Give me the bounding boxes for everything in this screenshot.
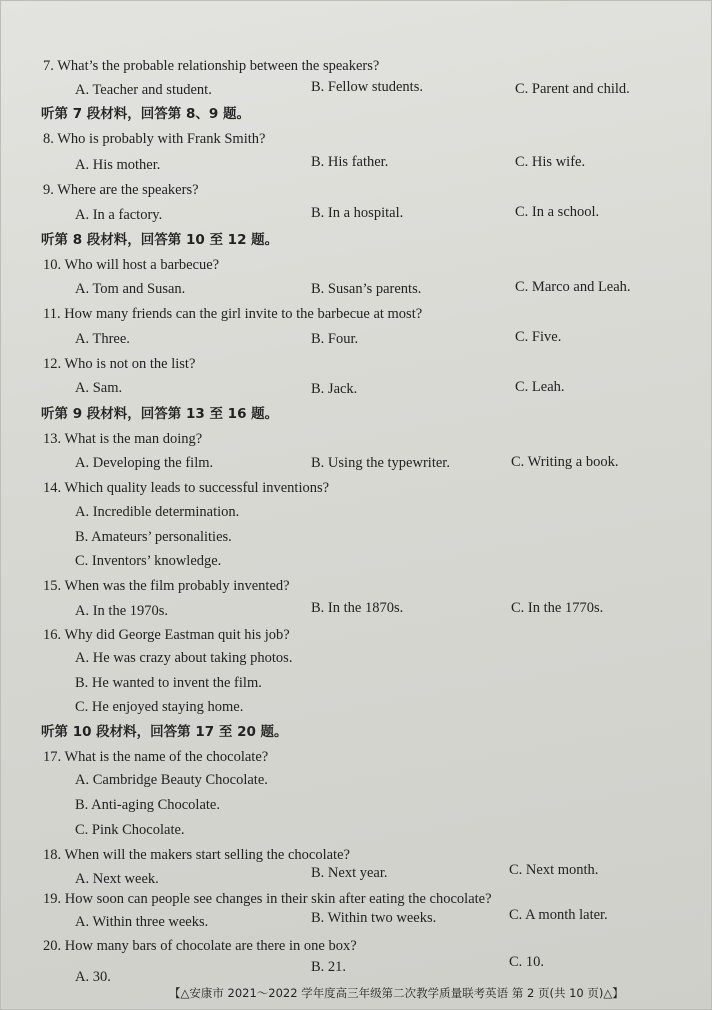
option-11b: B. Four. [311,331,359,347]
option-9b: B. In a hospital. [311,205,404,221]
option-15c: C. In the 1770s. [511,600,604,616]
option-13b: B. Using the typewriter. [311,455,450,471]
option-19a: A. Within three weeks. [75,914,209,930]
question-10: 10. Who will host a barbecue? [43,257,220,273]
option-12c: C. Leah. [515,379,565,395]
option-9c: C. In a school. [515,204,600,220]
question-15: 15. When was the film probably invented? [43,578,290,594]
option-12b: B. Jack. [311,381,358,397]
section-10-heading: 听第 10 段材料，回答第 17 至 20 题。 [41,724,288,740]
question-18: 18. When will the makers start selling the chocolate? [43,847,350,863]
option-20c: C. 10. [509,954,545,970]
option-16c: C. He enjoyed staying home. [75,699,244,715]
option-8b: B. His father. [311,154,389,170]
option-9a: A. In a factory. [75,207,163,223]
option-13a: A. Developing the film. [75,455,214,471]
option-10a: A. Tom and Susan. [75,281,186,297]
option-14b: B. Amateurs’ personalities. [75,529,232,545]
option-18c: C. Next month. [509,862,599,878]
option-18a: A. Next week. [75,871,159,887]
option-12a: A. Sam. [75,380,123,396]
question-16: 16. Why did George Eastman quit his job? [43,627,290,643]
question-20: 20. How many bars of chocolate are there in one box? [43,938,357,954]
question-9: 9. Where are the speakers? [43,182,199,198]
option-15a: A. In the 1970s. [75,603,169,619]
option-8c: C. His wife. [515,154,586,170]
option-20a: A. 30. [75,969,111,985]
option-15b: B. In the 1870s. [311,600,404,616]
option-17b: B. Anti-aging Chocolate. [75,797,220,813]
page-footer: 【△安康市 2021～2022 学年度高三年级第二次教学质量联考英语 第 2 页(共 10 页)△】 [169,986,624,1000]
option-11a: A. Three. [75,331,130,347]
option-14a: A. Incredible determination. [75,504,240,520]
section-9-heading: 听第 9 段材料，回答第 13 至 16 题。 [41,406,279,422]
option-19c: C. A month later. [509,907,608,923]
option-16a: A. He was crazy about taking photos. [75,650,293,666]
question-11: 11. How many friends can the girl invite to the barbecue at most? [43,306,423,322]
question-12: 12. Who is not on the list? [43,356,196,372]
option-17c: C. Pink Chocolate. [75,822,185,838]
option-7c: C. Parent and child. [515,81,630,97]
question-14: 14. Which quality leads to successful inventions? [43,480,330,496]
option-10c: C. Marco and Leah. [515,279,631,295]
option-18b: B. Next year. [311,865,388,881]
question-7: 7. What’s the probable relationship between the speakers? [43,58,380,74]
option-8a: A. His mother. [75,157,161,173]
option-10b: B. Susan’s parents. [311,281,422,297]
option-14c: C. Inventors’ knowledge. [75,553,222,569]
section-7-heading: 听第 7 段材料，回答第 8、9 题。 [41,106,250,122]
section-8-heading: 听第 8 段材料，回答第 10 至 12 题。 [41,232,279,248]
option-7a: A. Teacher and student. [75,82,212,98]
question-17: 17. What is the name of the chocolate? [43,749,269,765]
option-7b: B. Fellow students. [311,79,423,95]
option-17a: A. Cambridge Beauty Chocolate. [75,772,268,788]
question-13: 13. What is the man doing? [43,431,203,447]
question-8: 8. Who is probably with Frank Smith? [43,131,266,147]
option-11c: C. Five. [515,329,562,345]
option-19b: B. Within two weeks. [311,910,437,926]
option-16b: B. He wanted to invent the film. [75,675,262,691]
option-13c: C. Writing a book. [511,454,619,470]
question-19: 19. How soon can people see changes in their skin after eating the chocolate? [43,891,492,907]
option-20b: B. 21. [311,959,347,975]
